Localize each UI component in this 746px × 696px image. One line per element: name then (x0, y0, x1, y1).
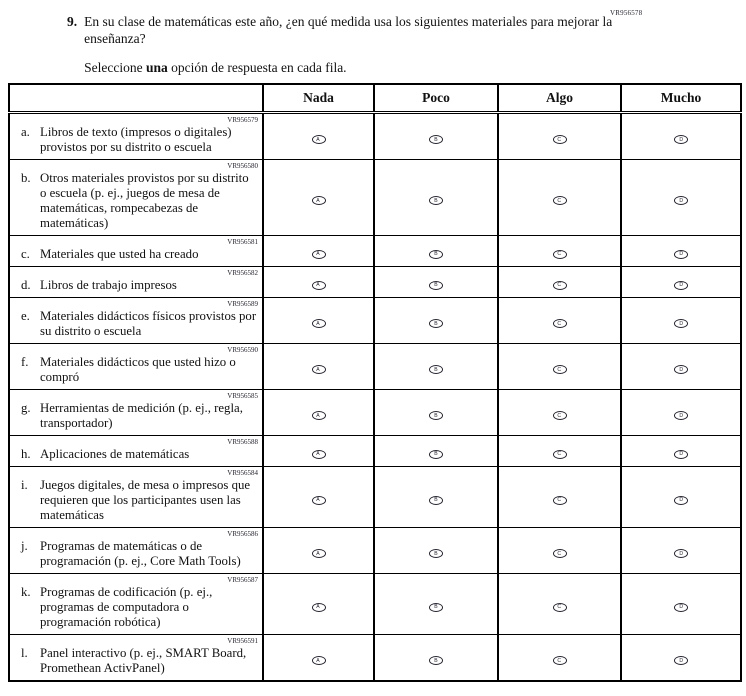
question-text-wrap (84, 13, 624, 76)
oval-letter: C (557, 251, 562, 257)
row-label-cell (9, 436, 263, 467)
table-row (9, 298, 741, 344)
row-label-cell (9, 390, 263, 436)
row-item (18, 401, 260, 431)
oval-letter: A (316, 136, 321, 143)
row-vr-code: VR956588 (227, 438, 258, 446)
question-instruction (84, 59, 624, 76)
row-item-text: Libros de texto (impresos o digitales) provistos por su distrito o escuela (40, 125, 232, 154)
table-row (9, 635, 741, 682)
oval-letter: D (679, 550, 683, 557)
oval-letter: C (557, 282, 562, 288)
option-cell-poco (374, 436, 498, 467)
table-row (9, 267, 741, 298)
option-cell-poco (374, 113, 498, 160)
response-oval-nada[interactable] (312, 196, 326, 205)
row-item-text: Otros materiales provistos por su distrito o escuela (p. ej., juegos de mesa de matemáticas, rompecabezas de matemáticas) (40, 171, 249, 230)
table-row (9, 390, 741, 436)
column-header-algo: Algo (498, 84, 621, 113)
option-cell-nada (263, 390, 374, 436)
row-item-letter: b. (21, 171, 31, 185)
option-cell-mucho (621, 160, 741, 236)
response-oval-mucho[interactable] (674, 411, 688, 420)
response-oval-algo[interactable] (553, 411, 567, 420)
oval-letter: D (679, 497, 683, 503)
option-cell-nada (263, 113, 374, 160)
response-oval-poco[interactable] (429, 281, 443, 290)
response-oval-algo[interactable] (553, 135, 567, 144)
row-label-cell (9, 528, 263, 574)
row-item-text: Aplicaciones de matemáticas (40, 447, 190, 461)
row-vr-code: VR956584 (227, 469, 258, 477)
row-item (18, 585, 260, 630)
response-oval-poco[interactable] (429, 549, 443, 558)
option-cell-algo (498, 160, 621, 236)
response-oval-algo[interactable] (553, 196, 567, 205)
option-cell-algo (498, 635, 621, 682)
response-oval-poco[interactable] (429, 656, 443, 665)
option-cell-algo (498, 113, 621, 160)
row-item (18, 478, 260, 523)
response-oval-mucho[interactable] (674, 656, 688, 665)
row-item-letter: a. (21, 125, 30, 139)
row-item-text: Programas de matemáticas o de programación (p. ej., Core Math Tools) (40, 539, 241, 568)
row-item-letter: d. (21, 278, 31, 292)
option-cell-poco (374, 160, 498, 236)
response-oval-poco[interactable] (429, 196, 443, 205)
instruction-suffix: opción de respuesta en cada fila. (167, 60, 347, 75)
option-cell-algo (498, 344, 621, 390)
header-empty-cell (9, 84, 263, 113)
oval-letter: C (557, 497, 562, 503)
row-item-text: Panel interactivo (p. ej., SMART Board, Promethean ActivPanel) (40, 646, 247, 675)
response-oval-mucho[interactable] (674, 496, 688, 505)
row-item-letter: e. (21, 309, 30, 323)
oval-letter: B (434, 320, 438, 327)
response-oval-algo[interactable] (553, 365, 567, 374)
row-item-text: Materiales didácticos que usted hizo o compró (40, 355, 236, 384)
row-label-cell (9, 344, 263, 390)
option-cell-nada (263, 436, 374, 467)
oval-letter: D (679, 251, 683, 257)
table-row (9, 467, 741, 528)
row-vr-code: VR956589 (227, 300, 258, 308)
option-cell-mucho (621, 528, 741, 574)
option-cell-algo (498, 267, 621, 298)
question-text: En su clase de matemáticas este año, ¿en qué medida usa los siguientes materiales para mejorar la enseñanza? (84, 14, 613, 46)
oval-letter: A (316, 497, 321, 503)
oval-letter: A (316, 550, 321, 557)
option-cell-nada (263, 528, 374, 574)
row-vr-code: VR956587 (227, 576, 258, 584)
oval-letter: B (434, 451, 438, 457)
row-label-cell (9, 160, 263, 236)
response-oval-mucho[interactable] (674, 196, 688, 205)
row-vr-code: VR956580 (227, 162, 258, 170)
option-cell-poco (374, 574, 498, 635)
oval-letter: B (434, 136, 438, 143)
oval-letter: C (557, 550, 562, 557)
row-vr-code: VR956579 (227, 116, 258, 124)
response-matrix-table (8, 83, 742, 682)
instruction-emphasis: una (145, 60, 168, 75)
oval-letter: D (679, 451, 683, 457)
row-item (18, 125, 260, 155)
row-label-cell (9, 298, 263, 344)
table-row (9, 160, 741, 236)
option-cell-poco (374, 528, 498, 574)
table-row (9, 528, 741, 574)
row-label-cell (9, 236, 263, 267)
row-item-letter: g. (21, 401, 31, 415)
row-item-text: Juegos digitales, de mesa o impresos que requieren que los participantes usen las matemáticas (40, 478, 251, 522)
oval-letter: B (434, 366, 438, 373)
oval-letter: D (679, 197, 683, 204)
oval-letter: A (316, 366, 321, 373)
oval-letter: D (679, 657, 683, 664)
option-cell-poco (374, 267, 498, 298)
row-item-letter: j. (21, 539, 28, 553)
response-oval-nada[interactable] (312, 319, 326, 328)
oval-letter: B (434, 604, 438, 610)
table-row (9, 113, 741, 160)
option-cell-nada (263, 635, 374, 682)
column-header-mucho: Mucho (621, 84, 741, 113)
oval-letter: A (316, 412, 321, 419)
response-oval-poco[interactable] (429, 319, 443, 328)
option-cell-nada (263, 298, 374, 344)
response-oval-algo[interactable] (553, 656, 567, 665)
row-item (18, 646, 260, 676)
row-item-letter: l. (21, 646, 28, 660)
row-item (18, 171, 260, 231)
row-item (18, 278, 260, 293)
oval-letter: D (679, 320, 683, 327)
option-cell-mucho (621, 467, 741, 528)
table-row (9, 436, 741, 467)
option-cell-nada (263, 467, 374, 528)
oval-letter: C (557, 197, 562, 204)
table-row (9, 236, 741, 267)
response-oval-algo[interactable] (553, 250, 567, 259)
oval-letter: C (557, 657, 562, 664)
row-label-cell (9, 467, 263, 528)
row-item-letter: i. (21, 478, 28, 492)
option-cell-nada (263, 267, 374, 298)
response-oval-mucho[interactable] (674, 250, 688, 259)
oval-letter: B (434, 282, 438, 288)
oval-letter: C (557, 320, 562, 327)
response-oval-algo[interactable] (553, 450, 567, 459)
response-oval-algo[interactable] (553, 549, 567, 558)
response-oval-algo[interactable] (553, 281, 567, 290)
row-vr-code: VR956591 (227, 637, 258, 645)
form-code: VR956578 (610, 9, 643, 17)
row-item-letter: h. (21, 447, 31, 461)
response-oval-poco[interactable] (429, 250, 443, 259)
row-item-text: Materiales didácticos físicos provistos por su distrito o escuela (40, 309, 257, 338)
response-oval-nada[interactable] (312, 135, 326, 144)
oval-letter: D (679, 604, 683, 610)
response-oval-nada[interactable] (312, 450, 326, 459)
option-cell-mucho (621, 390, 741, 436)
oval-letter: A (316, 657, 321, 664)
option-cell-poco (374, 467, 498, 528)
response-oval-mucho[interactable] (674, 365, 688, 374)
row-item (18, 247, 260, 262)
option-cell-poco (374, 298, 498, 344)
oval-letter: A (316, 282, 321, 288)
response-oval-poco[interactable] (429, 496, 443, 505)
option-cell-nada (263, 574, 374, 635)
response-oval-mucho[interactable] (674, 319, 688, 328)
response-oval-mucho[interactable] (674, 135, 688, 144)
oval-letter: A (316, 197, 321, 204)
oval-letter: B (434, 657, 438, 664)
row-item-text: Libros de trabajo impresos (40, 278, 177, 292)
row-vr-code: VR956581 (227, 238, 258, 246)
option-cell-mucho (621, 298, 741, 344)
oval-letter: C (557, 412, 562, 419)
response-oval-poco[interactable] (429, 411, 443, 420)
row-item (18, 309, 260, 339)
oval-letter: A (316, 451, 321, 457)
response-oval-nada[interactable] (312, 411, 326, 420)
row-item-text: Materiales que usted ha creado (40, 247, 199, 261)
option-cell-poco (374, 390, 498, 436)
oval-letter: B (434, 412, 438, 419)
response-oval-nada[interactable] (312, 250, 326, 259)
oval-letter: D (679, 412, 683, 419)
response-oval-mucho[interactable] (674, 549, 688, 558)
option-cell-nada (263, 236, 374, 267)
response-oval-nada[interactable] (312, 656, 326, 665)
oval-letter: A (316, 604, 321, 610)
response-oval-nada[interactable] (312, 603, 326, 612)
response-oval-nada[interactable] (312, 281, 326, 290)
option-cell-poco (374, 635, 498, 682)
option-cell-algo (498, 467, 621, 528)
row-item-letter: f. (21, 355, 29, 369)
row-vr-code: VR956590 (227, 346, 258, 354)
row-item-text: Herramientas de medición (p. ej., regla, transportador) (40, 401, 243, 430)
response-oval-mucho[interactable] (674, 281, 688, 290)
option-cell-algo (498, 574, 621, 635)
response-oval-mucho[interactable] (674, 450, 688, 459)
row-vr-code: VR956585 (227, 392, 258, 400)
option-cell-mucho (621, 436, 741, 467)
instruction-prefix: Seleccione (84, 60, 146, 75)
row-label-cell (9, 574, 263, 635)
response-oval-nada[interactable] (312, 365, 326, 374)
option-cell-nada (263, 344, 374, 390)
option-cell-algo (498, 236, 621, 267)
row-item-text: Programas de codificación (p. ej., programas de computadora o programación robótica) (40, 585, 213, 629)
row-label-cell (9, 635, 263, 682)
oval-letter: C (557, 136, 562, 143)
row-item-letter: c. (21, 247, 30, 261)
option-cell-nada (263, 160, 374, 236)
response-oval-poco[interactable] (429, 365, 443, 374)
option-cell-algo (498, 390, 621, 436)
option-cell-mucho (621, 267, 741, 298)
oval-letter: D (679, 136, 683, 143)
option-cell-mucho (621, 635, 741, 682)
response-oval-nada[interactable] (312, 549, 326, 558)
oval-letter: B (434, 550, 438, 557)
response-oval-algo[interactable] (553, 603, 567, 612)
response-oval-algo[interactable] (553, 496, 567, 505)
response-oval-poco[interactable] (429, 135, 443, 144)
option-cell-mucho (621, 344, 741, 390)
oval-letter: B (434, 197, 438, 204)
oval-letter: B (434, 497, 438, 503)
table-row (9, 344, 741, 390)
response-oval-poco[interactable] (429, 450, 443, 459)
column-header-poco: Poco (374, 84, 498, 113)
header-row (9, 84, 741, 113)
row-vr-code: VR956586 (227, 530, 258, 538)
response-oval-mucho[interactable] (674, 603, 688, 612)
row-vr-code: VR956582 (227, 269, 258, 277)
oval-letter: A (316, 251, 321, 257)
oval-letter: C (557, 451, 562, 457)
option-cell-algo (498, 298, 621, 344)
oval-letter: C (557, 604, 562, 610)
oval-letter: D (679, 282, 683, 288)
question-number: 9. (67, 14, 78, 29)
row-item-letter: k. (21, 585, 31, 599)
response-oval-nada[interactable] (312, 496, 326, 505)
option-cell-poco (374, 236, 498, 267)
response-oval-poco[interactable] (429, 603, 443, 612)
option-cell-poco (374, 344, 498, 390)
row-label-cell (9, 113, 263, 160)
response-oval-algo[interactable] (553, 319, 567, 328)
option-cell-mucho (621, 236, 741, 267)
oval-letter: C (557, 366, 562, 373)
row-item (18, 539, 260, 569)
option-cell-mucho (621, 574, 741, 635)
oval-letter: B (434, 251, 438, 257)
row-label-cell (9, 267, 263, 298)
row-item (18, 447, 260, 462)
column-header-nada: Nada (263, 84, 374, 113)
oval-letter: D (679, 366, 683, 373)
option-cell-algo (498, 528, 621, 574)
option-cell-mucho (621, 113, 741, 160)
table-row (9, 574, 741, 635)
option-cell-algo (498, 436, 621, 467)
oval-letter: A (316, 320, 321, 327)
row-item (18, 355, 260, 385)
